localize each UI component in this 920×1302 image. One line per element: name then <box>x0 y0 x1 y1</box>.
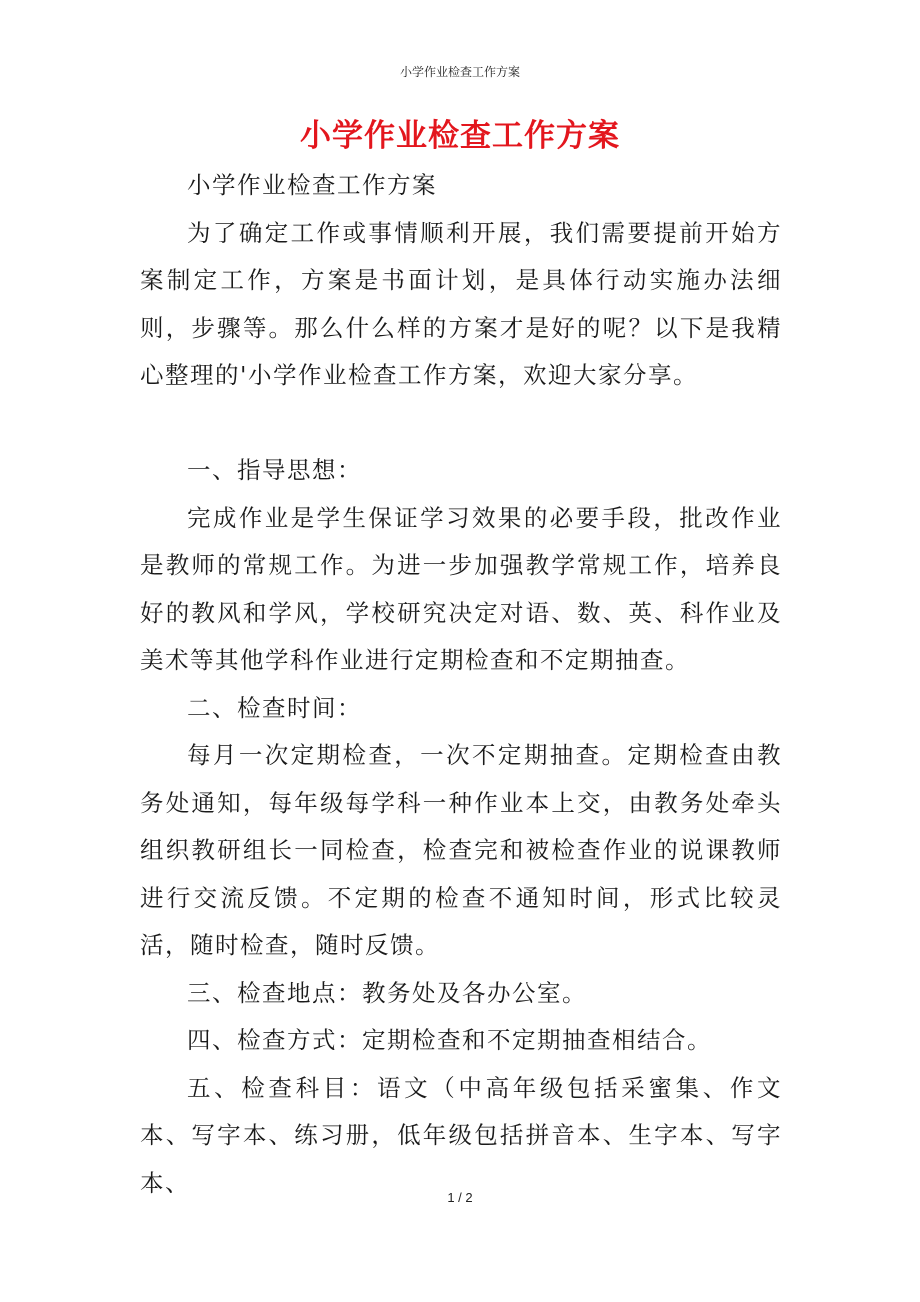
paragraph-intro: 为了确定工作或事情顺利开展，我们需要提前开始方案制定工作，方案是书面计划，是具体行动实施办法细则，步骤等。那么什么样的方案才是好的呢？以下是我精心整理的'小学作业检查工作方案，欢迎大家分享。 <box>140 218 782 389</box>
document-title: 小学作业检查工作方案 <box>300 118 620 154</box>
running-header: 小学作业检查工作方案 <box>399 65 520 79</box>
section-check-subjects: 五、检查科目：语文（中高年级包括采蜜集、作文本、写字本、练习册，低年级包括拼音本、生字本、写字本、 <box>140 1073 782 1197</box>
paragraph-subtitle: 小学作业检查工作方案 <box>187 171 437 199</box>
section-check-method: 四、检查方式：定期检查和不定期抽查相结合。 <box>187 1026 712 1054</box>
document-body <box>140 162 782 1207</box>
paragraph-guiding-ideology: 完成作业是学生保证学习效果的必要手段，批改作业是教师的常规工作。为进一步加强教学常规工作，培养良好的教风和学风，学校研究决定对语、数、英、科作业及美术等其他学科作业进行定期检查和不定期抽查。 <box>140 503 782 674</box>
paragraph-check-time: 每月一次定期检查，一次不定期抽查。定期检查由教务处通知，每年级每学科一种作业本上交，由教务处牵头组织教研组长一同检查，检查完和被检查作业的说课教师进行交流反馈。不定期的检查不通知时间，形式比较灵活，随时检查，随时反馈。 <box>140 741 782 959</box>
section-heading-check-time: 二、检查时间： <box>187 693 362 722</box>
section-heading-guiding-ideology: 一、指导思想： <box>187 456 362 484</box>
page-number: 1 / 2 <box>447 1190 473 1205</box>
section-check-location: 三、检查地点：教务处及各办公室。 <box>187 978 587 1007</box>
